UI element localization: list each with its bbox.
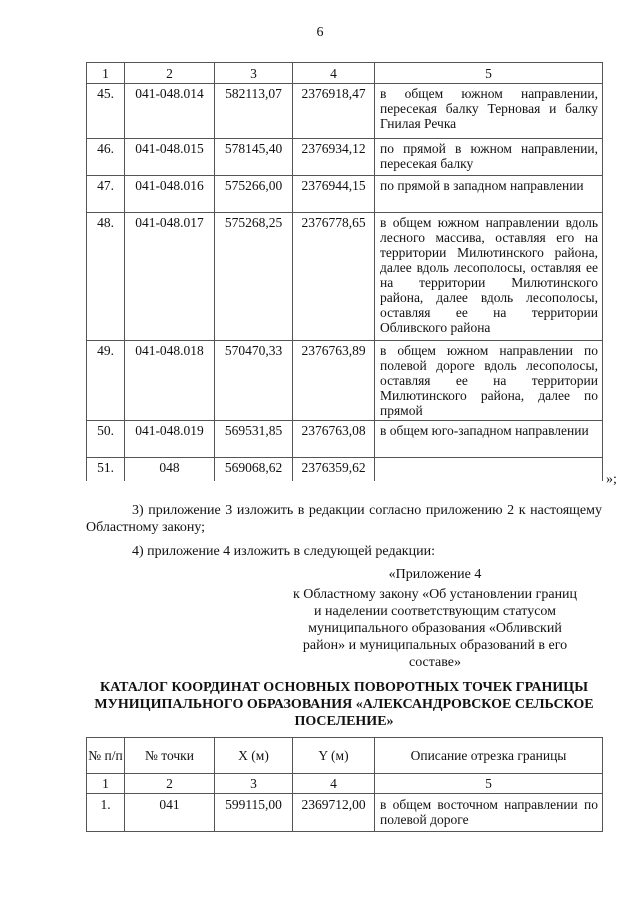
header-cell: 1: [87, 63, 125, 84]
table-header-row: [87, 738, 603, 774]
y-coordinate: 2376944,15: [293, 176, 375, 213]
column-number-row: [87, 774, 603, 794]
y-coordinate: 2376918,47: [293, 84, 375, 139]
table-header-row: [87, 63, 603, 84]
x-coordinate: 575266,00: [215, 176, 293, 213]
x-coordinate: 569531,85: [215, 421, 293, 458]
table-row: [87, 213, 603, 341]
point-id: 048: [125, 458, 215, 481]
segment-description: [375, 458, 603, 481]
table-row: [87, 421, 603, 458]
y-coordinate: 2376778,65: [293, 213, 375, 341]
row-number: 51.: [87, 458, 125, 481]
segment-description: в общем южном направлении, пересекая балку Терновая и балку Гнилая Речка: [375, 84, 603, 139]
y-coordinate: 2376359,62: [293, 458, 375, 481]
row-number: 50.: [87, 421, 125, 458]
coordinates-table-new: [86, 737, 603, 832]
y-coordinate: 2376763,08: [293, 421, 375, 458]
point-id: 041-048.014: [125, 84, 215, 139]
paragraph-item-3: 3) приложение 3 изложить в редакции согласно приложению 2 к настоящему Областному закону;: [86, 503, 602, 535]
header-cell: № точки: [125, 738, 215, 774]
y-coordinate: 2369712,00: [293, 794, 375, 832]
row-number: 1.: [87, 794, 125, 832]
page-number: 6: [316, 25, 324, 40]
column-number: 3: [215, 774, 293, 794]
x-coordinate: 578145,40: [215, 139, 293, 176]
closing-quote: »;: [606, 472, 617, 487]
column-number: 4: [293, 774, 375, 794]
header-cell: № п/п: [87, 738, 125, 774]
column-number: 5: [375, 774, 603, 794]
point-id: 041-048.016: [125, 176, 215, 213]
header-cell: 4: [293, 63, 375, 84]
table-row: [87, 341, 603, 421]
column-number: 1: [87, 774, 125, 794]
paragraph-item-4: 4) приложение 4 изложить в следующей редакции:: [132, 544, 435, 559]
y-coordinate: 2376763,89: [293, 341, 375, 421]
appendix-title: «Приложение 4: [388, 567, 482, 582]
row-number: 48.: [87, 213, 125, 341]
appendix-subtitle: к Областному закону «Об установлении границ и наделении соответствующим статусом муниципального образования «Обливский район» и муниципальных образований в его составе»: [292, 587, 578, 670]
header-cell: X (м): [215, 738, 293, 774]
catalog-title: КАТАЛОГ КООРДИНАТ ОСНОВНЫХ ПОВОРОТНЫХ ТОЧЕК ГРАНИЦЫ МУНИЦИПАЛЬНОГО ОБРАЗОВАНИЯ «АЛЕКСАНДРОВСКОЕ СЕЛЬСКОЕ ПОСЕЛЕНИЕ»: [94, 680, 594, 729]
segment-description: по прямой в западном направлении: [375, 176, 603, 213]
point-id: 041-048.018: [125, 341, 215, 421]
header-cell: Y (м): [293, 738, 375, 774]
header-cell: 2: [125, 63, 215, 84]
x-coordinate: 575268,25: [215, 213, 293, 341]
header-cell: 5: [375, 63, 603, 84]
row-number: 47.: [87, 176, 125, 213]
table-row: [87, 139, 603, 176]
point-id: 041-048.019: [125, 421, 215, 458]
y-coordinate: 2376934,12: [293, 139, 375, 176]
coordinates-table-continued: [86, 62, 603, 481]
row-number: 49.: [87, 341, 125, 421]
x-coordinate: 599115,00: [215, 794, 293, 832]
segment-description: в общем юго-западном направлении: [375, 421, 603, 458]
point-id: 041: [125, 794, 215, 832]
x-coordinate: 569068,62: [215, 458, 293, 481]
header-cell: Описание отрезка границы: [375, 738, 603, 774]
x-coordinate: 570470,33: [215, 341, 293, 421]
segment-description: в общем южном направлении по полевой дороге вдоль лесополосы, оставляя ее на территории Милютинского района, далее по прямой: [375, 341, 603, 421]
point-id: 041-048.015: [125, 139, 215, 176]
table-row: [87, 176, 603, 213]
column-number: 2: [125, 774, 215, 794]
segment-description: в общем южном направлении вдоль лесного массива, оставляя его на территории Милютинского района, далее вдоль лесополосы, оставляя ее на территории Милютинского района, далее вдоль лесополосы, оставляя ее на территории Обливского района: [375, 213, 603, 341]
header-cell: 3: [215, 63, 293, 84]
table-row: [87, 84, 603, 139]
row-number: 45.: [87, 84, 125, 139]
table-row: [87, 794, 603, 832]
row-number: 46.: [87, 139, 125, 176]
segment-description: по прямой в южном направлении, пересекая балку: [375, 139, 603, 176]
point-id: 041-048.017: [125, 213, 215, 341]
table-row: [87, 458, 603, 481]
x-coordinate: 582113,07: [215, 84, 293, 139]
segment-description: в общем восточном направлении по полевой дороге: [375, 794, 603, 832]
